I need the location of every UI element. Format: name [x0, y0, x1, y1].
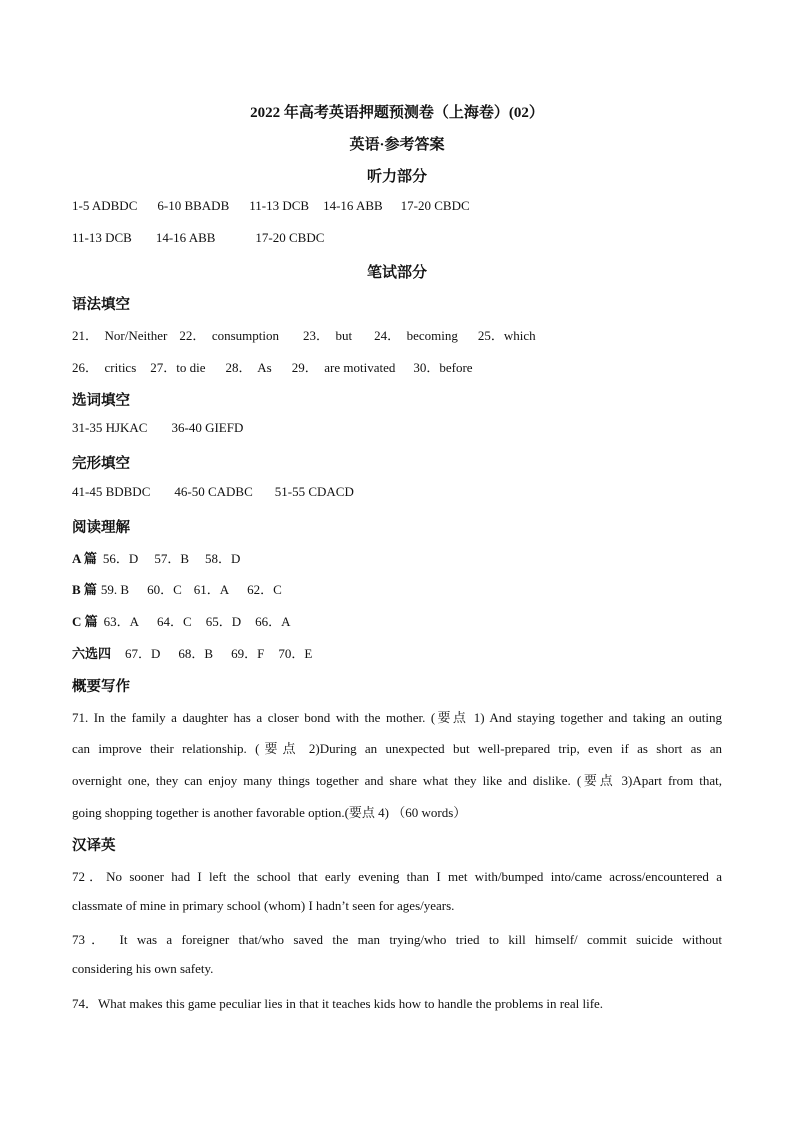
- summary-line: overnight one, they can enjoy many things together and share what they like and dislike. (要点 3)Apart from that,: [72, 773, 722, 788]
- translation-72-line: 72．No sooner had I left the school that early evening than I met with/bumped into/came across/encountered a: [72, 869, 722, 884]
- answer-group: 6-10 BBADB: [157, 198, 230, 213]
- reading-heading: 阅读理解: [72, 520, 130, 536]
- answer-group: 46-50 CADBC: [174, 484, 253, 499]
- answer-item: 64．C: [157, 614, 192, 629]
- answer-item: 21． Nor/Neither: [72, 328, 168, 343]
- answer-item: 66．A: [255, 614, 291, 629]
- answer-item: 30．before: [413, 360, 473, 375]
- answer-group: 11-13 DCB: [72, 230, 132, 245]
- answer-group: 51-55 CDACD: [274, 484, 354, 499]
- answer-group: 11-13 DCB: [249, 198, 310, 213]
- answer-item: 23． but: [302, 328, 353, 343]
- answer-group: 1-5 ADBDC: [72, 198, 138, 213]
- written-heading: 笔试部分: [366, 265, 427, 281]
- passage-label: A 篇: [72, 551, 97, 566]
- summary-line: 71. In the family a daughter has a closer bond with the mother. (要点 1) And staying together and taking an outing: [72, 710, 722, 725]
- answer-item: 60．C: [147, 582, 182, 597]
- answer-item: 70．E: [278, 646, 313, 661]
- translation-heading: 汉译英: [72, 838, 116, 854]
- passage-label: C 篇: [72, 614, 98, 629]
- reading-row-six-choose-four: [72, 643, 312, 662]
- listening-heading: 听力部分: [366, 169, 427, 185]
- translation-73-line: 73． It was a foreigner that/who saved the man trying/who tried to kill himself/ commit suicide without: [72, 932, 722, 947]
- answer-item: 67．D: [125, 646, 161, 661]
- reading-row-c: [72, 611, 290, 630]
- translation-74-line: 74．What makes this game peculiar lies in that it teaches kids how to handle the problems in real life.: [72, 996, 604, 1011]
- answer-group: 17-20 CBDC: [400, 198, 470, 213]
- answer-item: 59. B: [100, 582, 130, 597]
- reading-row-b: [72, 579, 282, 598]
- answer-group: 36-40 GIEFD: [171, 420, 244, 435]
- answer-item: 58．D: [204, 551, 241, 566]
- grammar-row-2: [72, 357, 473, 376]
- summary-line: going shopping together is another favorable option.(要点 4) （60 words）: [72, 805, 467, 820]
- translation-73-line: considering his own safety.: [72, 961, 214, 976]
- translation-72-line: classmate of mine in primary school (whom) I hadn’t seen for ages/years.: [72, 898, 455, 913]
- page-title: 2022 年高考英语押题预测卷（上海卷）(02）: [250, 105, 544, 121]
- answer-item: 25．which: [477, 328, 536, 343]
- grammar-row-1: [72, 325, 536, 344]
- answer-item: 65．D: [205, 614, 242, 629]
- answer-item: 57．B: [154, 551, 189, 566]
- listening-row-1: [72, 198, 470, 214]
- answer-group: 17-20 CBDC: [255, 230, 325, 245]
- cloze-heading: 完形填空: [72, 456, 130, 472]
- page-subtitle: 英语·参考答案: [349, 137, 445, 153]
- passage-label: B 篇: [72, 582, 97, 597]
- answer-item: 63．A: [103, 614, 140, 629]
- answer-item: 56．D: [102, 551, 139, 566]
- grammar-heading: 语法填空: [72, 297, 130, 313]
- answer-item: 69．F: [231, 646, 265, 661]
- answer-item: 62．C: [247, 582, 282, 597]
- cloze-row: [72, 484, 354, 500]
- summary-line: can improve their relationship. (要点 2)During an unexpected but well-prepared trip, even if as short as an: [72, 741, 722, 756]
- answer-item: 68．B: [178, 646, 214, 661]
- summary-heading: 概要写作: [72, 679, 130, 695]
- word-choice-heading: 选词填空: [72, 393, 130, 409]
- answer-item: 29． are motivated: [291, 360, 396, 375]
- listening-row-2: [72, 230, 324, 246]
- answer-group: 31-35 HJKAC: [72, 420, 148, 435]
- answer-item: 27．to die: [150, 360, 206, 375]
- answer-group: 14-16 ABB: [155, 230, 216, 245]
- answer-item: 22． consumption: [179, 328, 279, 343]
- reading-row-a: [72, 548, 240, 567]
- answer-group: 14-16 ABB: [323, 198, 383, 213]
- answer-group: 41-45 BDBDC: [72, 484, 151, 499]
- passage-label: 六选四: [72, 646, 112, 661]
- answer-item: 61．A: [193, 582, 230, 597]
- word-choice-row: [72, 420, 243, 436]
- answer-item: 24． becoming: [374, 328, 458, 343]
- answer-item: 28． As: [225, 360, 272, 375]
- answer-item: 26． critics: [72, 360, 137, 375]
